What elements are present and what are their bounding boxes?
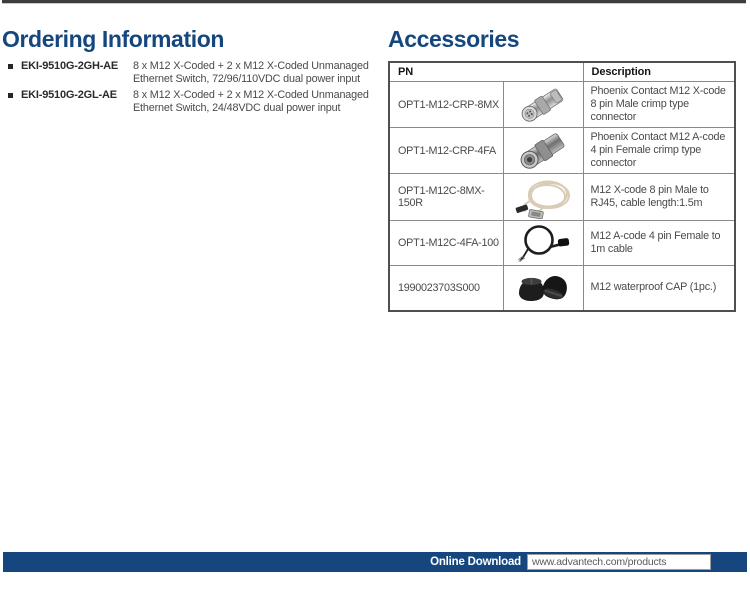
table-row bbox=[389, 82, 735, 128]
ordering-information-section bbox=[2, 27, 378, 118]
accessory-description: M12 X-code 8 pin Male to RJ45, cable length:1.5m bbox=[583, 174, 735, 221]
ordering-item bbox=[2, 60, 378, 85]
accessory-part-number: OPT1-M12C-8MX-150R bbox=[389, 174, 503, 221]
accessories-table bbox=[388, 61, 736, 312]
accessory-description: M12 waterproof CAP (1pc.) bbox=[583, 266, 735, 311]
accessories-header-row bbox=[389, 62, 735, 82]
accessory-description: Phoenix Contact M12 A-code 4 pin Female crimp type connector bbox=[583, 128, 735, 174]
pn-column-header: PN bbox=[389, 62, 583, 82]
table-row bbox=[389, 174, 735, 221]
top-section-divider bbox=[2, 0, 746, 4]
bullet-icon bbox=[8, 64, 13, 69]
download-url-link[interactable]: www.advantech.com/products bbox=[532, 556, 667, 568]
accessory-description: M12 A-code 4 pin Female to 1m cable bbox=[583, 221, 735, 266]
table-row bbox=[389, 128, 735, 174]
m12-4pin-female-cable-photo bbox=[514, 222, 572, 264]
download-url-box[interactable] bbox=[527, 554, 711, 570]
accessory-part-number: OPT1-M12-CRP-8MX bbox=[389, 82, 503, 128]
online-download-bar bbox=[3, 552, 747, 572]
ordering-information-title: Ordering Information bbox=[2, 26, 225, 52]
ordering-description: 8 x M12 X-Coded + 2 x M12 X-Coded Unmanaged Ethernet Switch, 24/48VDC dual power input bbox=[133, 89, 369, 114]
m12-a-code-4pin-female-connector-photo bbox=[515, 130, 571, 172]
ordering-description: 8 x M12 X-Coded + 2 x M12 X-Coded Unmanaged Ethernet Switch, 72/96/110VDC dual power input bbox=[133, 60, 369, 85]
accessory-part-number: 1990023703S000 bbox=[389, 266, 503, 311]
m12-to-rj45-cable-photo bbox=[513, 175, 573, 219]
table-row bbox=[389, 221, 735, 266]
ordering-part-number: EKI-9510G-2GH-AE bbox=[21, 60, 119, 72]
m12-waterproof-caps-photo bbox=[515, 268, 571, 308]
table-row bbox=[389, 266, 735, 311]
accessories-section bbox=[388, 27, 740, 312]
accessory-part-number: OPT1-M12C-4FA-100 bbox=[389, 221, 503, 266]
m12-x-code-8pin-male-connector-photo bbox=[515, 85, 571, 125]
accessory-part-number: OPT1-M12-CRP-4FA bbox=[389, 128, 503, 174]
accessory-description: Phoenix Contact M12 X-code 8 pin Male crimp type connector bbox=[583, 82, 735, 128]
bullet-icon bbox=[8, 93, 13, 98]
accessories-title: Accessories bbox=[388, 26, 520, 52]
ordering-part-number: EKI-9510G-2GL-AE bbox=[21, 89, 117, 101]
description-column-header: Description bbox=[583, 62, 735, 82]
online-download-label: Online Download bbox=[430, 556, 521, 568]
ordering-item bbox=[2, 89, 378, 114]
